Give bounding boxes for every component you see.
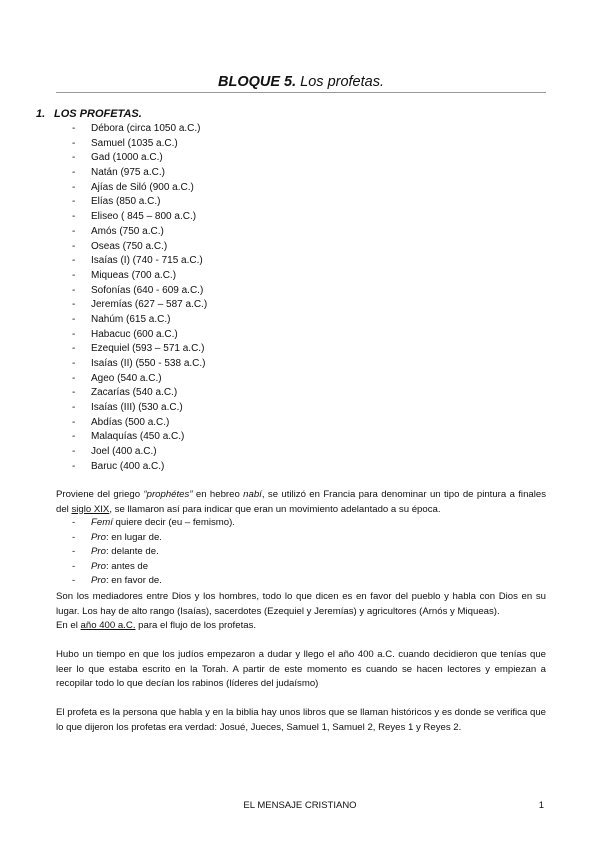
year-line-text: En el [56,620,81,631]
definition-paragraph: El profeta es la persona que habla y en la biblia hay unos libros que se llaman históricos y es donde se verifica que lo que dijeron los profetas era verdad: Josué, Jueces, Samuel 1, Samuel 2, Reyes 1 y Reyes 2. [56,707,546,733]
page-title [56,74,546,93]
prophet-item [72,430,207,445]
bullet-dash: - [72,546,76,558]
prophet-name: Natán (975 a.C.) [91,167,165,179]
year-line-text: para el flujo de los profetas. [135,620,257,631]
prophet-item [72,195,207,210]
section-heading [36,108,142,120]
doubt-paragraph: Hubo un tiempo en que los judíos empezaron a dudar y llego el año 400 a.C. cuando decidieron que tenías que leer lo que estaba escrito en la Torah. A partir de este momento es cuando se hacen lectores y empiezan a recopilar todo lo que decían los rabinos (líderes del judaísmo) [56,649,546,690]
meaning-text: : antes de [105,560,149,572]
prophet-name: Amós (750 a.C.) [91,225,164,237]
prophet-name: Samuel (1035 a.C.) [91,137,178,149]
page-number: 1 [538,800,544,811]
bullet-dash: - [72,416,76,428]
prophet-name: Habacuc (600 a.C.) [91,328,178,340]
title-bold: BLOQUE 5. [217,74,297,90]
prophet-item [72,460,207,475]
prophet-name: Ezequiel (593 – 571 a.C.) [91,343,205,355]
prophet-item [72,313,207,328]
etymology-text: Proviene del griego [56,489,144,500]
prophet-item [72,386,207,401]
prophet-name: Débora (circa 1050 a.C.) [91,123,201,134]
title-rest: Los profetas. [296,74,384,90]
bullet-dash: - [72,313,76,325]
prophet-item [72,166,207,181]
year-line [56,619,546,634]
hebrew-term: nabí [243,489,262,500]
bullet-dash: - [72,343,76,355]
prophet-item [72,416,207,431]
prophet-item [72,225,207,240]
bullet-dash: - [72,387,76,399]
meaning-text: : delante de. [105,546,159,558]
prophet-item [72,254,207,269]
section-title: LOS PROFETAS. [54,108,142,120]
prophet-name: Isaías (II) (550 - 538 a.C.) [91,358,206,369]
bullet-dash: - [72,560,76,572]
bullet-dash: - [72,446,76,458]
bullet-dash: - [72,152,76,164]
bullet-dash: - [72,575,76,587]
prophet-name: Abdías (500 a.C.) [91,416,170,428]
prophet-name: Sofonías (640 - 609 a.C.) [91,284,204,296]
prophet-name: Zacarías (540 a.C.) [91,387,178,399]
bullet-dash: - [72,123,76,134]
prophet-item [72,240,207,255]
prophet-name: Oseas (750 a.C.) [91,240,168,252]
bullet-dash: - [72,211,76,223]
prophet-list [72,122,207,475]
prophet-item [72,151,207,166]
footer-title: EL MENSAJE CRISTIANO [243,800,357,811]
meaning-term: Pro [91,560,106,572]
prophet-item [72,181,207,196]
meaning-text: : en lugar de. [105,531,162,543]
prophet-item [72,137,207,152]
meaning-text: : en favor de. [105,575,162,587]
prophet-name: Miqueas (700 a.C.) [91,269,177,281]
meaning-item [72,545,235,560]
prophet-name: Ageo (540 a.C.) [91,372,162,384]
mediators-paragraph: Son los mediadores entre Dios y los hombres, todo lo que dicen es en favor del pueblo y habla con Dios en su lugar. Los hay de alto rango (Isaías), sacerdotes (Ezequiel y Jeremías) y agricultores (Arnós y Miqueas). [56,591,546,617]
meaning-term: Pro [91,575,106,587]
meaning-list [72,516,235,589]
prophet-name: Joel (400 a.C.) [91,446,157,458]
etymology-text: , se utilizó en Francia para denominar un tipo de pintura a finales del [56,489,547,515]
etymology-paragraph [56,488,546,517]
prophet-name: Isaías (I) (740 - 715 a.C.) [91,255,203,267]
century-term: siglo XIX [71,503,110,515]
bullet-dash: - [72,181,76,193]
etymology-text: en hebreo [192,489,244,500]
prophet-item [72,298,207,313]
meaning-text: quiere decir (eu – femismo). [112,517,235,528]
prophet-item [72,210,207,225]
prophet-item [72,357,207,372]
section-number: 1. [36,108,46,120]
bullet-dash: - [72,517,76,528]
prophet-name: Nahúm (615 a.C.) [91,313,171,325]
prophet-item [72,269,207,284]
bullet-dash: - [72,255,76,267]
bullet-dash: - [72,299,76,311]
greek-term: “prophétes” [143,489,193,500]
bullet-dash: - [72,269,76,281]
etymology-text: , se llamaron así para indicar que eran un movimiento adelantado a su época. [109,503,441,515]
bullet-dash: - [72,431,76,443]
bullet-dash: - [72,460,76,472]
prophet-item [72,284,207,299]
bullet-dash: - [72,240,76,252]
meaning-item [72,531,235,546]
bullet-dash: - [72,328,76,340]
bullet-dash: - [72,284,76,296]
prophet-item [72,342,207,357]
prophet-name: Isaías (III) (530 a.C.) [91,402,183,414]
prophet-name: Gad (1000 a.C.) [91,152,163,164]
bullet-dash: - [72,531,76,543]
meaning-item [72,516,235,531]
meaning-term: Pro [91,531,106,543]
prophet-item [72,372,207,387]
prophet-item [72,445,207,460]
bullet-dash: - [72,196,76,208]
prophet-name: Ajías de Siló (900 a.C.) [91,181,194,193]
bullet-dash: - [72,372,76,384]
bullet-dash: - [72,137,76,149]
meaning-item [72,560,235,575]
bullet-dash: - [72,358,76,369]
prophet-item [72,328,207,343]
prophet-name: Eliseo ( 845 – 800 a.C.) [91,211,197,223]
bullet-dash: - [72,402,76,414]
prophet-item [72,122,207,137]
meaning-item [72,574,235,589]
prophet-name: Malaquías (450 a.C.) [91,431,185,443]
prophet-name: Baruc (400 a.C.) [91,460,165,472]
prophet-name: Elías (850 a.C.) [91,196,161,208]
meaning-term: Pro [91,546,106,558]
prophet-item [72,401,207,416]
prophet-name: Jeremías (627 – 587 a.C.) [91,299,208,311]
bullet-dash: - [72,167,76,179]
meaning-term: Femí [91,517,113,528]
year-term: año 400 a.C. [80,620,136,631]
bullet-dash: - [72,225,76,237]
